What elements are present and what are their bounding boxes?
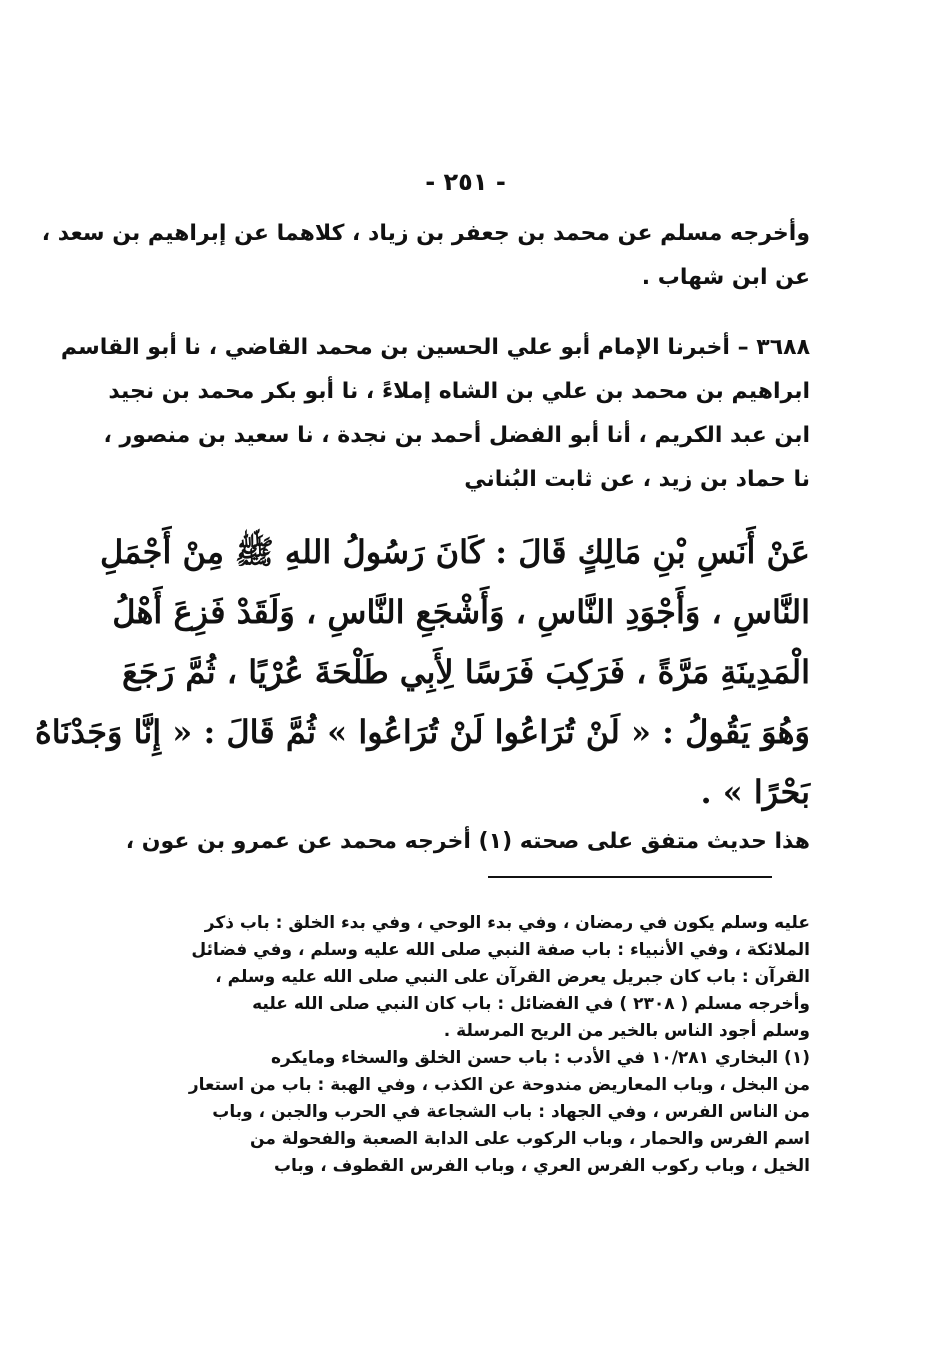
hadith-line: بَحْرًا » . — [700, 773, 810, 811]
isnad-line: ابراهيم بن محمد بن علي بن الشاه إملاءً ، نا أبو بكر محمد بن نجيد — [108, 379, 810, 404]
page-number: - ٢٥١ - — [425, 168, 506, 196]
isnad-line: ابن عبد الكريم ، أنا أبو الفضل أحمد بن نجدة ، نا سعيد بن منصور ، — [103, 423, 810, 448]
closing-paragraph — [125, 820, 810, 864]
hadith-line: وَهُوَ يَقُولُ : « لَنْ تُرَاعُوا لَنْ تُرَاعُوا » ثُمَّ قَالَ : « إِنَّا وَجَدْنَاهُ — [35, 713, 810, 751]
closing-line: هذا حديث متفق على صحته (١) أخرجه محمد عن عمرو بن عون ، — [125, 829, 810, 854]
hadith-line: عَنْ أَنَسِ بْنِ مَالِكٍ قَالَ : كَانَ رَسُولُ اللهِ ﷺ مِنْ أَجْمَلِ — [99, 533, 810, 571]
intro-paragraph — [41, 212, 810, 300]
footnote-line: اسم الفرس والحمار ، وباب الركوب على الدابة الصعبة والفحولة من — [250, 1129, 810, 1149]
footnote-line: وأخرجه مسلم ( ٢٣٠٨ ) في الفضائل : باب كان النبي صلى الله عليه — [252, 994, 810, 1014]
footnote-line: من الناس الفرس ، وفي الجهاد : باب الشجاعة في الحرب والجبن ، وباب — [212, 1102, 810, 1122]
footnote-line: عليه وسلم يكون في رمضان ، وفي بدء الوحي ، وفي بدء الخلق : باب ذكر — [204, 913, 810, 933]
intro-line: عن ابن شهاب . — [641, 265, 810, 290]
isnad-line: نا حماد بن زيد ، عن ثابت البُناني — [464, 467, 810, 492]
footnote-divider — [488, 876, 772, 878]
hadith-line: الْمَدِينَةِ مَرَّةً ، فَرَكِبَ فَرَسًا لِأَبِي طَلْحَةَ عُرْيًا ، ثُمَّ رَجَعَ — [122, 653, 810, 691]
footnote-line: الخيل ، وباب ركوب الفرس العري ، وباب الفرس القطوف ، وباب — [273, 1156, 810, 1176]
footnote-line: من البخل ، وباب المعاريض مندوحة عن الكذب ، وفي الهبة : باب من استعار — [188, 1075, 810, 1095]
footnote-line: القرآن : باب كان جبريل يعرض القرآن على النبي صلى الله عليه وسلم ، — [215, 967, 810, 987]
isnad-paragraph — [60, 326, 810, 502]
hadith-line: النَّاسِ ، وَأَجْوَدِ النَّاسِ ، وَأَشْجَعِ النَّاسِ ، وَلَقَدْ فَزِعَ أَهْلُ — [112, 593, 810, 631]
footnote-line: (١) البخاري ١٠/٢٨١ في الأدب : باب حسن الخلق والسخاء ومايكره — [271, 1048, 810, 1068]
footnotes — [150, 910, 810, 1180]
hadith-text — [35, 522, 810, 822]
intro-line: وأخرجه مسلم عن محمد بن جعفر بن زياد ، كلاهما عن إبراهيم بن سعد ، — [41, 221, 810, 246]
isnad-line: ٣٦٨٨ – أخبرنا الإمام أبو علي الحسين بن محمد القاضي ، نا أبو القاسم — [60, 335, 810, 360]
footnote-line: الملائكة ، وفي الأنبياء : باب صفة النبي صلى الله عليه وسلم ، وفي فضائل — [191, 940, 810, 960]
footnote-line: وسلم أجود الناس بالخير من الريح المرسلة . — [443, 1021, 810, 1041]
